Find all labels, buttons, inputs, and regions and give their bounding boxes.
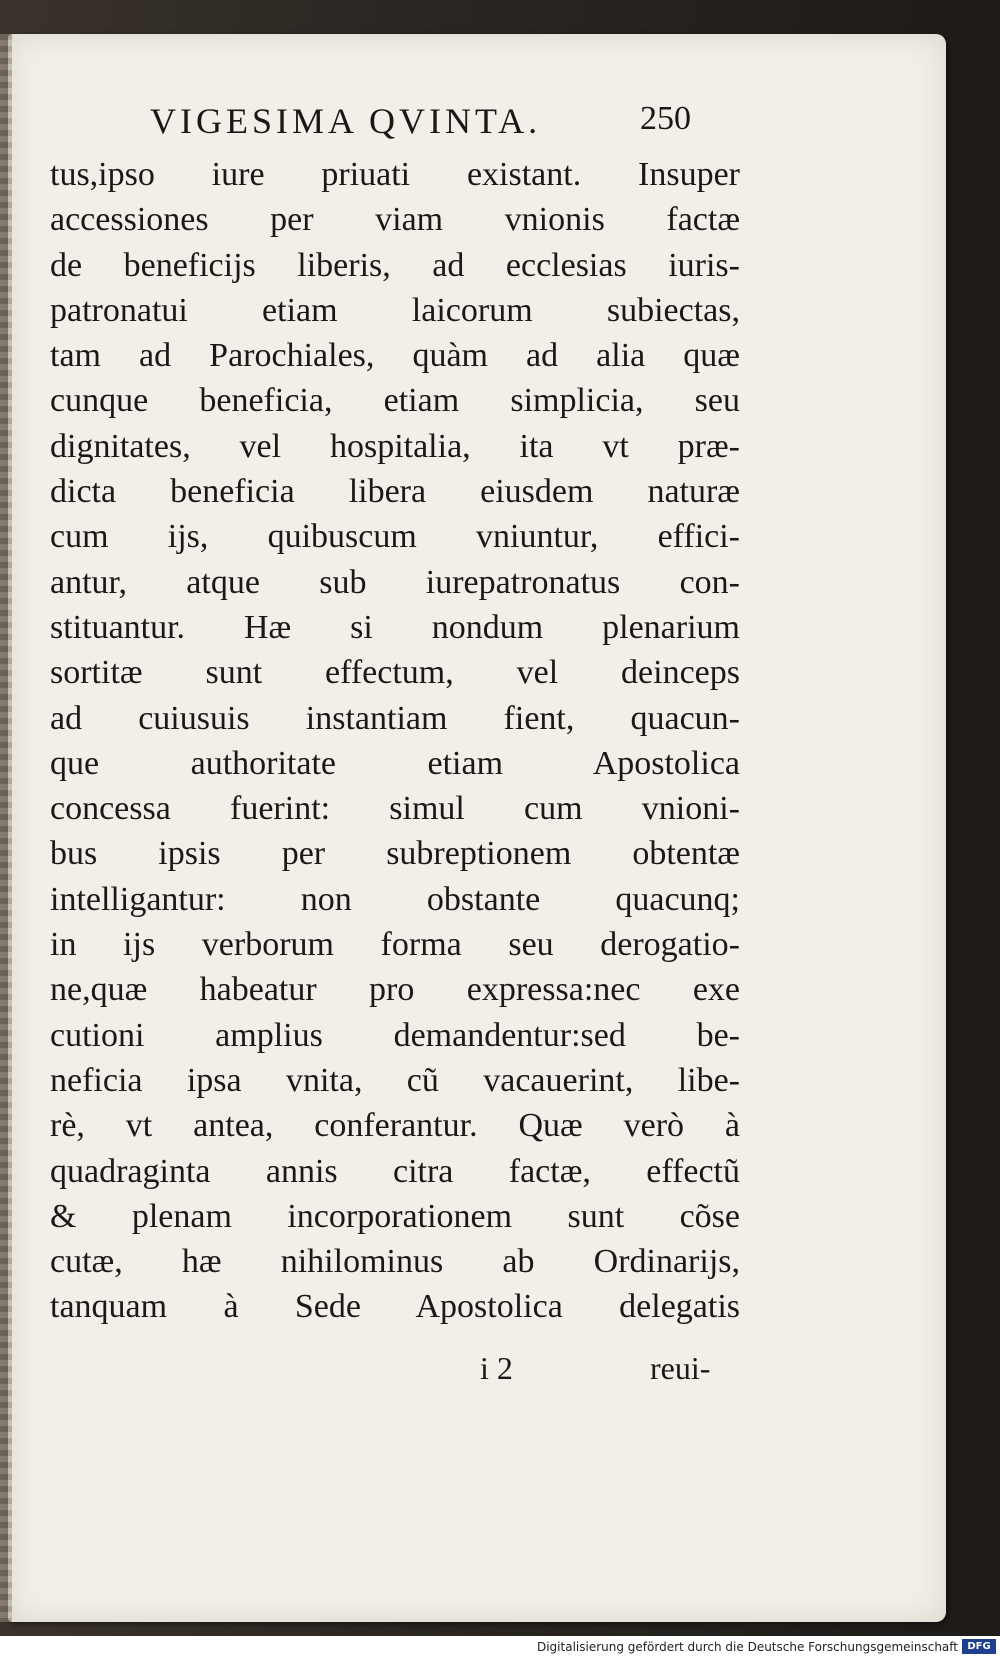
footer-credit: Digitalisierung gefördert durch die Deutsche Forschungsgemeinschaft [536, 1640, 958, 1654]
text-line: bus ipsis per subreptionem obtentæ [50, 835, 740, 873]
text-line: patronatui etiam laicorum subiectas, [50, 291, 740, 329]
text-line: & plenam incorporationem sunt cõse [50, 1197, 740, 1235]
text-line: tam ad Parochiales, quàm ad alia quæ [50, 337, 740, 375]
signature-mark: i 2 [480, 1350, 513, 1386]
text-line: tanquam à Sede Apostolica delegatis [50, 1288, 740, 1326]
text-line: cunque beneficia, etiam simplicia, seu [50, 382, 740, 420]
text-line: ad cuiusuis instantiam fient, quacun- [50, 699, 740, 737]
text-line: intelligantur: non obstante quacunq; [50, 880, 740, 918]
catchword: reui- [650, 1350, 711, 1386]
text-block [50, 152, 740, 1330]
text-line: tus,ipso iure priuati existant. Insuper [50, 156, 740, 193]
text-line: in ijs verborum forma seu derogatio- [50, 926, 740, 964]
text-line: cum ijs, quibuscum vniuntur, effici- [50, 518, 740, 556]
text-line: cutioni amplius demandentur:sed be- [50, 1016, 740, 1054]
binding-edge [0, 34, 12, 1622]
text-line: ne,quæ habeatur pro expressa:nec exe [50, 971, 740, 1009]
text-line: rè, vt antea, conferantur. Quæ verò à [50, 1107, 740, 1145]
text-line: quadraginta annis citra factæ, effectũ [50, 1152, 740, 1190]
text-line: dicta beneficia libera eiusdem naturæ [50, 473, 740, 511]
text-line: cutæ, hæ nihilominus ab Ordinarijs, [50, 1243, 740, 1281]
text-line: concessa fuerint: simul cum vnioni- [50, 790, 740, 828]
text-line: dignitates, vel hospitalia, ita vt præ- [50, 427, 740, 465]
running-head: VIGESIMA QVINTA. [150, 101, 542, 141]
text-line: stituantur. Hæ si nondum plenarium [50, 608, 740, 646]
text-line: accessiones per viam vnionis factæ [50, 201, 740, 239]
folio-number: 250 [640, 100, 691, 137]
text-line: que authoritate etiam Apostolica [50, 744, 740, 782]
text-line: antur, atque sub iurepatronatus con- [50, 563, 740, 601]
text-line: de beneficijs liberis, ad ecclesias iuris- [50, 246, 740, 284]
text-line: neficia ipsa vnita, cũ vacauerint, libe- [50, 1061, 740, 1099]
text-line: sortitæ sunt effectum, vel deinceps [50, 654, 740, 692]
dfg-logo: DFG [962, 1639, 996, 1654]
